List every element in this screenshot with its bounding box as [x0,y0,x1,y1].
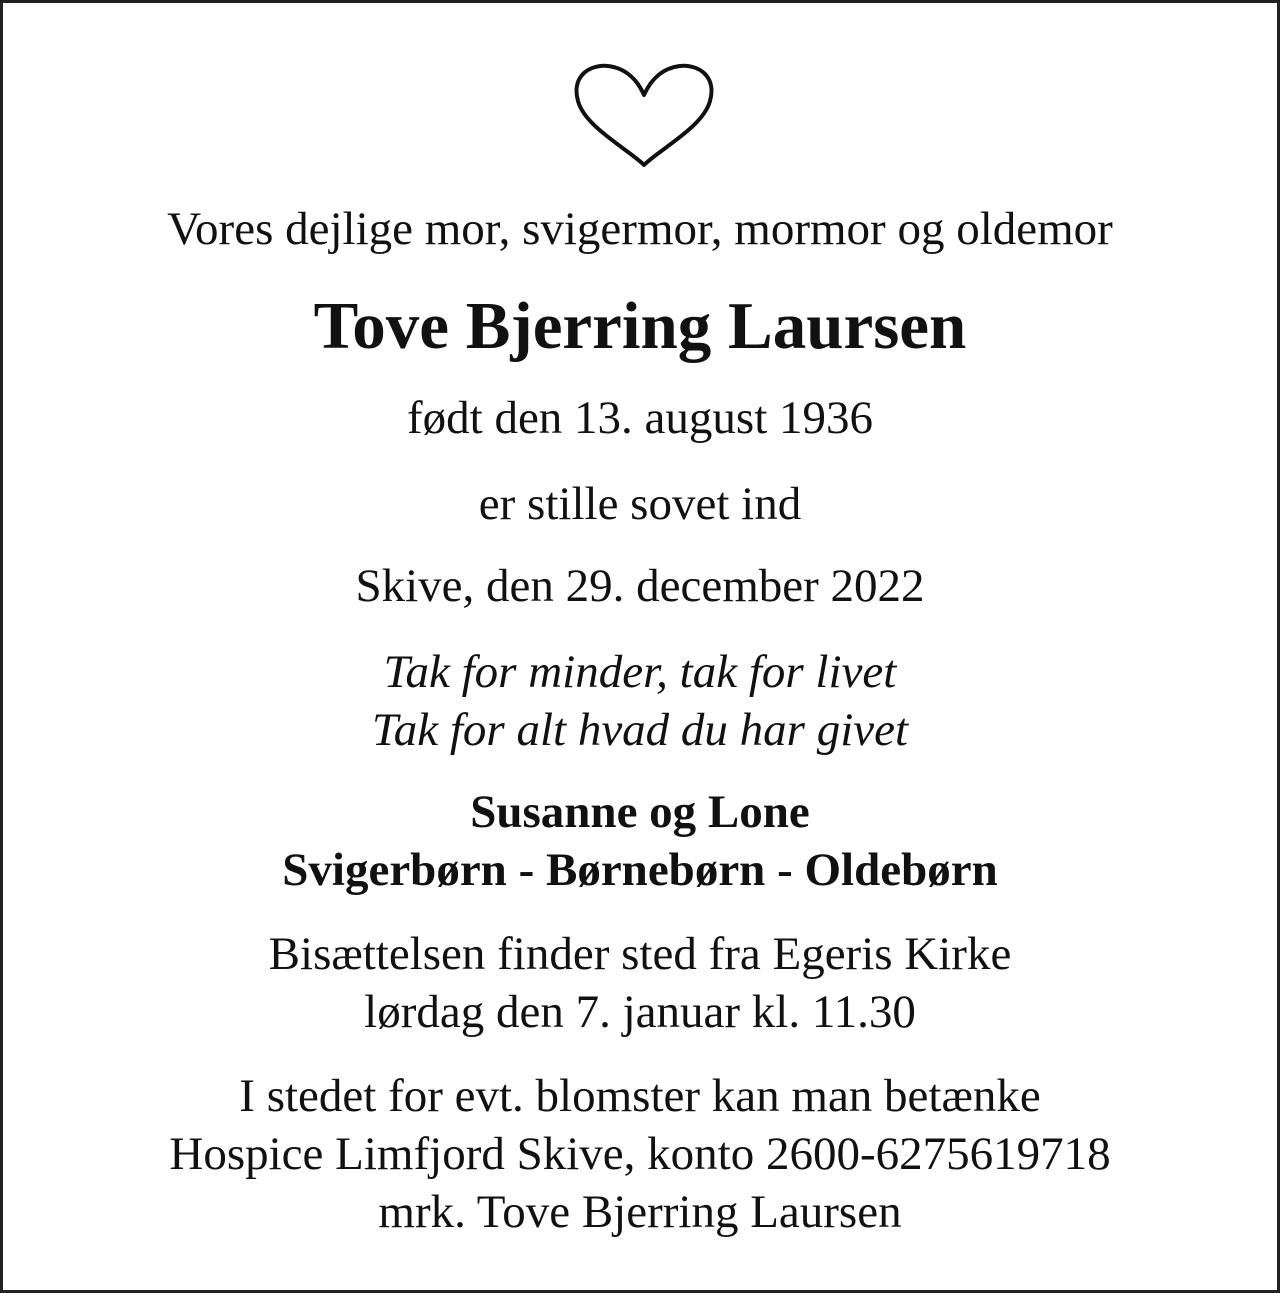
deceased-name: Tove Bjerring Laursen [313,289,967,363]
funeral-info: lørdag den 7. januar kl. 11.30 [364,986,916,1038]
heart-icon [570,61,718,171]
donation-info: Hospice Limfjord Skive, konto 2600-6275619718 [169,1128,1111,1180]
birth-date: født den 13. august 1936 [406,392,874,444]
memorial-verse-line: Tak for alt hvad du har givet [371,704,909,756]
donation-info: I stedet for evt. blomster kan man betænke [239,1070,1041,1122]
family-signature: Svigerbørn - Børnebørn - Oldebørn [282,844,998,896]
intro-text: Vores dejlige mor, svigermor, mormor og oldemor [167,203,1113,255]
family-signature: Susanne og Lone [470,786,810,838]
memorial-verse-line: Tak for minder, tak for livet [383,646,897,698]
passing-text: er stille sovet ind [478,478,802,530]
place-and-date: Skive, den 29. december 2022 [355,560,925,612]
donation-info: mrk. Tove Bjerring Laursen [378,1186,902,1238]
funeral-info: Bisættelsen finder sted fra Egeris Kirke [268,928,1012,980]
